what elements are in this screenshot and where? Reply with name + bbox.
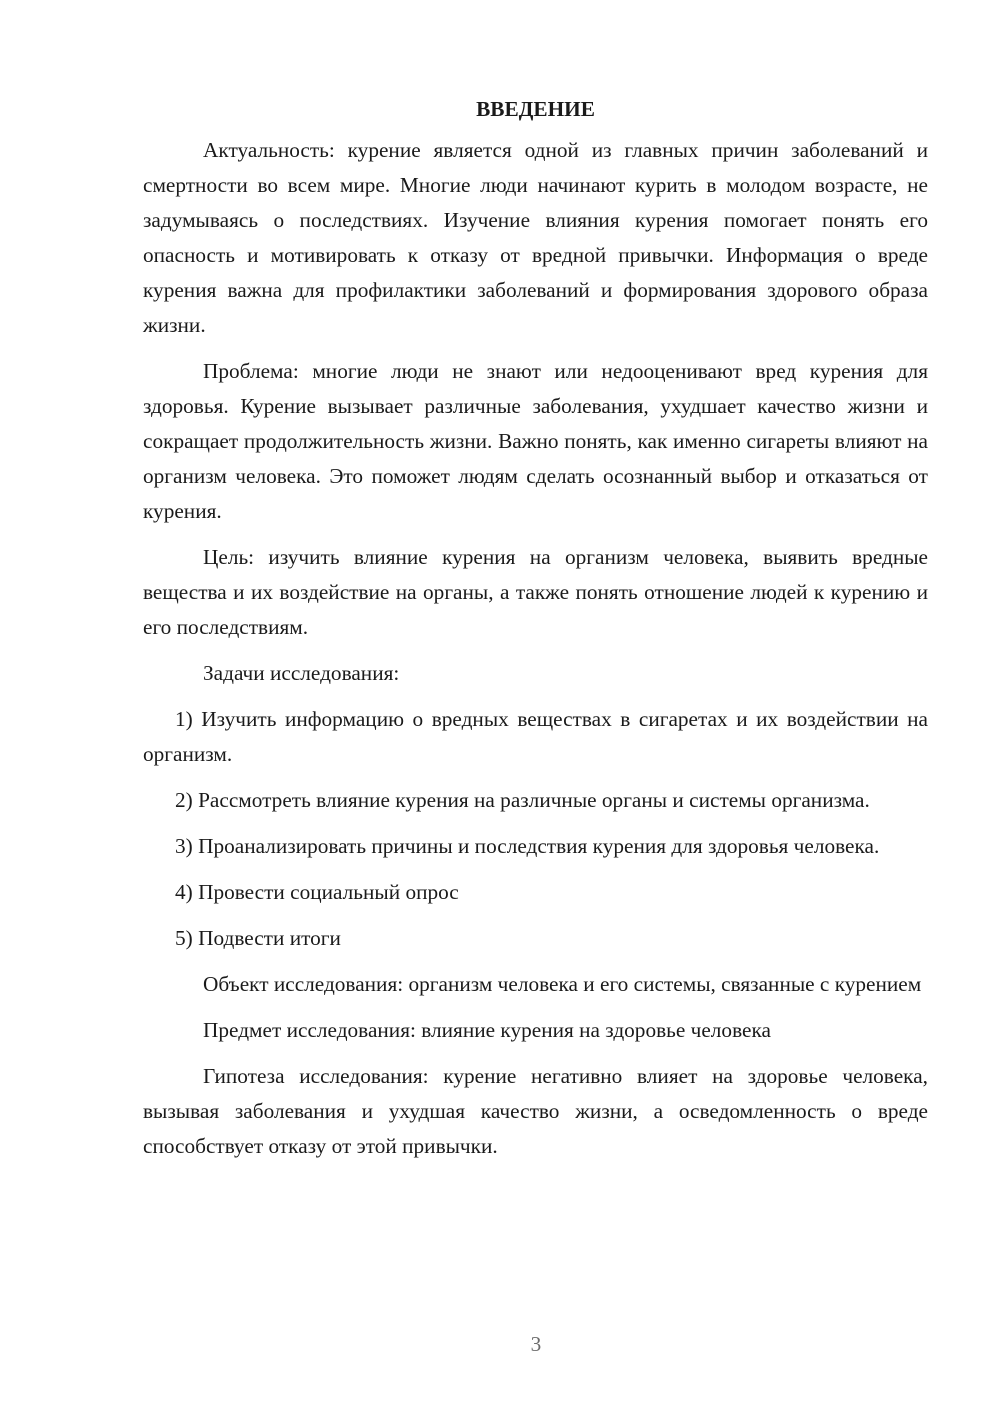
page-title: ВВЕДЕНИЕ [476,97,595,121]
tasks-heading: Задачи исследования: [203,661,400,685]
paragraph-goal: Цель: изучить влияние курения на организм человека, выявить вредные вещества и их воздействие на органы, а также понять отношение людей к курению и его последствиям. [143,545,928,639]
paragraph-problem: Проблема: многие люди не знают или недооценивают вред курения для здоровья. Курение вызывает различные заболевания, ухудшает качество жизни и сокращает продолжительность жизни. Важно понять, как именно сигареты влияют на организм человека. Это поможет людям сделать осознанный выбор и отказаться от курения. [143,359,928,523]
paragraph-hypothesis: Гипотеза исследования: курение негативно влияет на здоровье человека, вызывая заболевания и ухудшая качество жизни, а осведомленность о вреде способствует отказу от этой привычки. [143,1064,928,1158]
page-number: 3 [530,1332,542,1356]
list-item: 5) Подвести итоги [175,926,341,950]
list-item: 3) Проанализировать причины и последствия курения для здоровья человека. [175,834,880,858]
list-item: 1) Изучить информацию о вредных веществах в сигаретах и их воздействии на организм. [143,707,928,766]
paragraph-object: Объект исследования: организм человека и его системы, связанные с курением [203,972,922,996]
document-page [143,92,928,1164]
list-item: 2) Рассмотреть влияние курения на различные органы и системы организма. [175,788,870,812]
list-item: 4) Провести социальный опрос [175,880,459,904]
tasks-list [143,702,928,956]
paragraph-relevance: Актуальность: курение является одной из главных причин заболеваний и смертности во всем мире. Многие люди начинают курить в молодом возрасте, не задумываясь о последствиях. Изучение влияния курения помогает понять его опасность и мотивировать к отказу от вредной привычки. Информация о вреде курения важна для профилактики заболеваний и формирования здорового образа жизни. [143,138,928,337]
paragraph-subject: Предмет исследования: влияние курения на здоровье человека [203,1018,771,1042]
